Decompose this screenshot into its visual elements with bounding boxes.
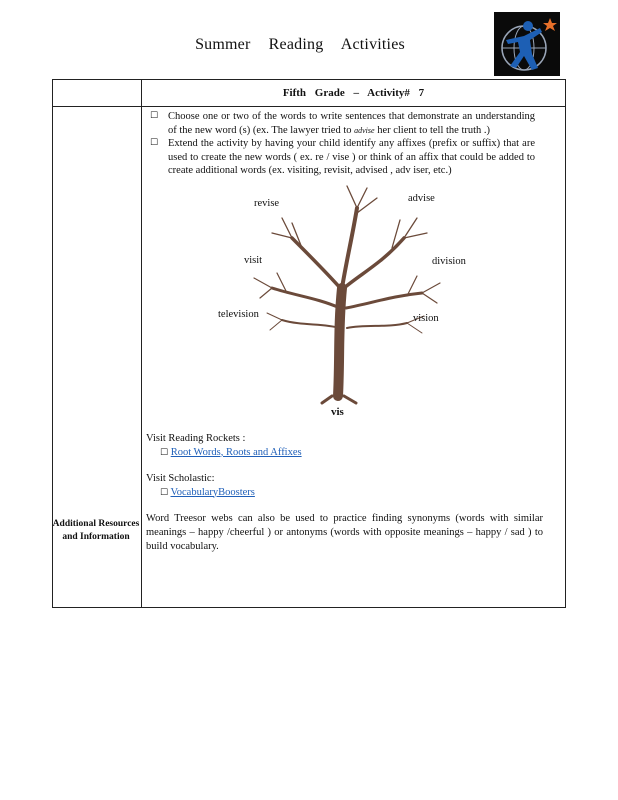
tree-word: vision: [413, 312, 439, 324]
logo: [494, 12, 560, 76]
word-tree: [142, 178, 565, 428]
list-item: [146, 486, 543, 500]
vocabulary-boosters-link[interactable]: VocabularyBoosters: [170, 486, 255, 498]
tree-illustration: [142, 178, 562, 408]
header-left-cell: [53, 80, 142, 107]
word-webs-paragraph: Word Treesor webs can also be used to practice finding synonyms (words with similar meanings – happy /cheerful ) or antonyms (words with opposite meanings – happy / sad ) to build vocabulary.: [146, 512, 543, 552]
reading-rockets-link[interactable]: Root Words, Roots and Affixes: [170, 446, 302, 458]
tree-word: visit: [244, 254, 263, 266]
checkbox-icon: ☐: [160, 447, 169, 458]
checkbox-icon: ☐: [160, 487, 169, 498]
list-item: ☐ Choose one or two of the words to write sentences that demonstrate an understanding of the new word (s) (ex. The lawyer tried to advise her client to tell the truth .): [150, 111, 535, 136]
tree-word: revise: [254, 197, 280, 209]
resources-section: [146, 432, 543, 554]
tree-word: television: [218, 308, 259, 320]
content-cell: [142, 107, 566, 608]
checkbox-icon: ☐: [150, 138, 159, 148]
reading-rockets-label: Visit Reading Rockets :: [146, 432, 246, 444]
scholastic-label: Visit Scholastic:: [146, 472, 215, 484]
tree-word: division: [432, 255, 466, 267]
tree-root-word: vis: [331, 405, 344, 418]
instructions-list: [150, 110, 535, 178]
grade-activity-header: Fifth Grade – Activity# 7: [142, 80, 566, 107]
page-title: Summer Reading Activities: [195, 36, 405, 53]
tree-word: advise: [408, 192, 435, 204]
additional-resources-label: Additional Resources and Information: [52, 519, 140, 542]
list-item: [146, 446, 543, 460]
checkbox-icon: ☐: [150, 111, 159, 121]
list-item: ☐ Extend the activity by having your child identify any affixes (prefix or suffix) that are used to create the new words ( ex. re / vise ) or think of an affix that could be added to create additional words (ex. visiting, revisit, advised , adv iser, etc.): [150, 138, 535, 176]
